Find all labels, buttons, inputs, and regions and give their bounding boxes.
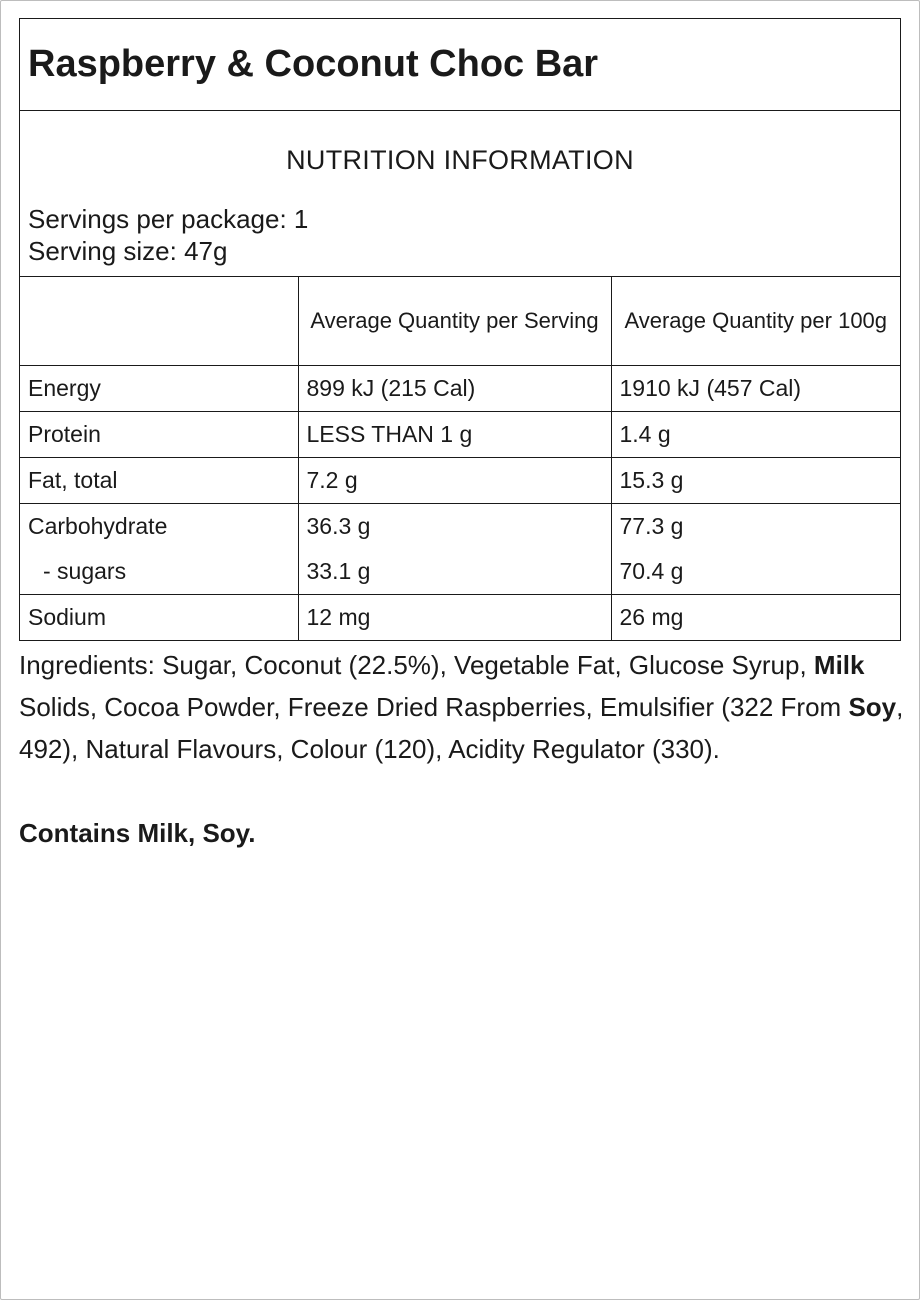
value-per-serving: 899 kJ (215 Cal) xyxy=(298,366,611,412)
header-per-serving: Average Quantity per Serving xyxy=(298,277,611,366)
nutrient-name: Carbohydrate xyxy=(28,513,168,539)
table-row xyxy=(20,366,900,412)
servings-per-package: Servings per package: 1 xyxy=(28,204,309,234)
nutrient-name: - sugars xyxy=(20,549,298,595)
value-per-100g: 70.4 g xyxy=(611,549,900,595)
value-per-100g: 15.3 g xyxy=(611,458,900,504)
nutrition-heading: NUTRITION INFORMATION xyxy=(286,145,634,175)
value-per-100g: 1910 kJ (457 Cal) xyxy=(611,366,900,412)
nutrient-name: Fat, total xyxy=(20,458,298,504)
table-row xyxy=(20,458,900,504)
ingredients-part: , 492), Natural Flavours, Colour (120), Acidity Regulator (330). xyxy=(19,692,904,764)
nutrient-name: Protein xyxy=(20,412,298,458)
value-per-serving: 36.3 g xyxy=(298,504,611,550)
nutrition-panel xyxy=(19,18,901,641)
nutrition-info-header xyxy=(20,111,900,277)
value-per-serving: 7.2 g xyxy=(298,458,611,504)
ingredients-part: Solids, Cocoa Powder, Freeze Dried Raspberries, Emulsifier (322 From xyxy=(19,692,849,722)
value-per-serving: 33.1 g xyxy=(298,549,611,595)
value-per-100g: 1.4 g xyxy=(611,412,900,458)
table-row xyxy=(20,412,900,458)
allergen-soy: Soy xyxy=(848,692,897,722)
value-per-100g: 26 mg xyxy=(611,595,900,641)
table-row xyxy=(20,504,900,550)
header-blank-cell xyxy=(20,277,298,366)
value-per-serving: LESS THAN 1 g xyxy=(298,412,611,458)
table-row xyxy=(20,595,900,641)
ingredients-part: Ingredients: Sugar, Coconut (22.5%), Vegetable Fat, Glucose Syrup, xyxy=(19,650,814,680)
table-row xyxy=(20,549,900,595)
nutrient-name: Energy xyxy=(20,366,298,412)
allergen-milk: Milk xyxy=(813,650,865,680)
serving-size: Serving size: 47g xyxy=(28,236,228,266)
product-title: Raspberry & Coconut Choc Bar xyxy=(20,19,900,111)
value-per-serving: 12 mg xyxy=(298,595,611,641)
allergen-statement: Contains Milk, Soy. xyxy=(19,818,256,848)
header-per-100g: Average Quantity per 100g xyxy=(611,277,900,366)
table-header-row xyxy=(20,277,900,366)
nutrient-name: Sodium xyxy=(28,604,106,630)
nutrition-table xyxy=(20,277,900,640)
value-per-100g: 77.3 g xyxy=(611,504,900,550)
ingredients-text xyxy=(19,644,904,770)
